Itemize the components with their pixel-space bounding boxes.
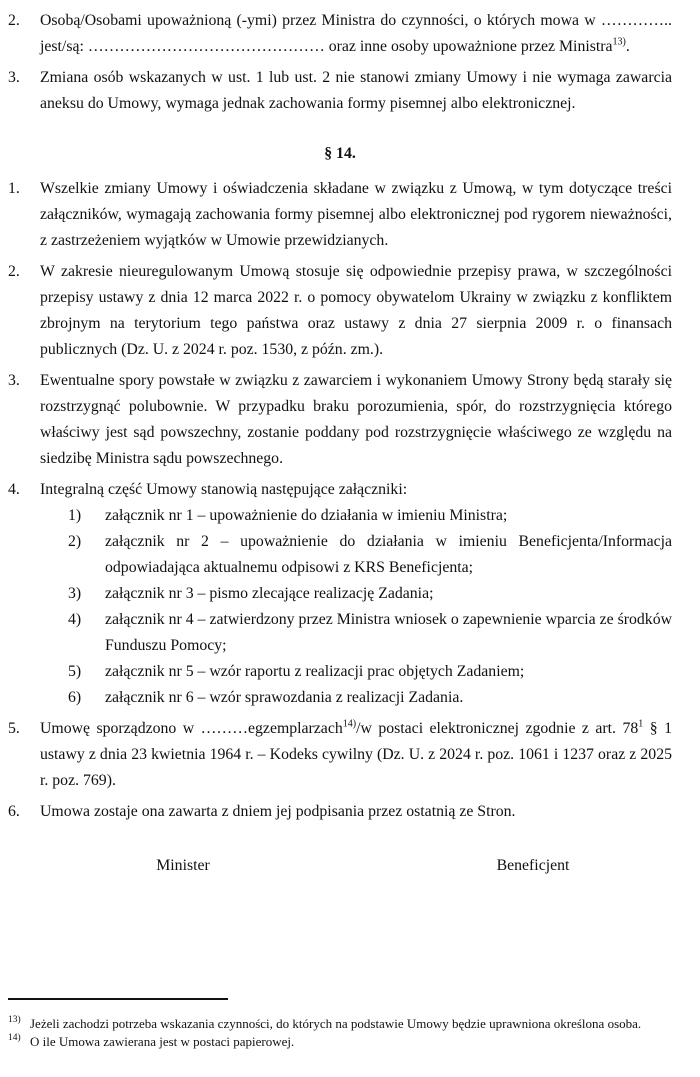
attachment-number: 2) [68, 533, 82, 550]
item-number: 6. [8, 803, 20, 820]
attachment-number: 1) [68, 507, 82, 524]
item-text [40, 716, 672, 794]
superscript-1: 1 [638, 718, 644, 730]
attachment-number: 3) [68, 585, 82, 602]
item-text-segment: Integralną część Umowy stanowią następujące załączniki: [40, 481, 408, 498]
attachment-text: załącznik nr 6 – wzór sprawozdania z realizacji Zadania. [105, 689, 464, 706]
item-number: 1. [8, 180, 20, 197]
attachment-item [68, 607, 672, 659]
footnote-text: O ile Umowa zawierana jest w postaci papierowej. [30, 1033, 295, 1049]
item-text-segment: /w postaci elektronicznej zgodnie z art. 78 [356, 720, 639, 737]
item-text-segment: § 1 ustawy z dnia 23 kwietnia 1964 r. – Kodeks cywilny (Dz. U. z 2024 r. poz. 1061 i 1237 oraz z 2025 r. poz. 769). [40, 720, 672, 789]
list-item [8, 799, 672, 825]
signature-block [8, 853, 672, 879]
item-text: Ewentualne spory powstałe w związku z zawarciem i wykonaniem Umowy Strony będą starały się rozstrzygnąć polubownie. W przypadku braku porozumienia, spór, do rozstrzygnięcia którego właściwy jest sąd powszechny, zostanie poddany pod rozstrzygnięcie właściwego ze względu na siedzibę Ministra sądu powszechnego. [40, 372, 672, 467]
footnote [8, 1033, 688, 1051]
item-text-segment: Osobą/Osobami upoważnioną (-ymi) przez Ministra do czynności, o których mowa w ………….. jest/są: ……………………………………… oraz inne osoby upoważnione przez Ministra [40, 12, 672, 55]
footnote [8, 1015, 688, 1033]
attachment-item [68, 659, 672, 685]
attachment-text: załącznik nr 5 – wzór raportu z realizacji prac objętych Zadaniem; [105, 663, 525, 680]
item-text-segment: . [625, 38, 630, 55]
list-item [8, 176, 672, 254]
attachment-number: 6) [68, 689, 82, 706]
document-body [8, 8, 672, 879]
item-number: 3. [8, 69, 20, 86]
signature-beneficjent-label: Beneficjent [496, 857, 570, 874]
item-text: W zakresie nieuregulowanym Umową stosuje się odpowiednie przepisy prawa, w szczególności przepisy ustawy z dnia 12 marca 2022 r. o pomocy obywatelom Ukrainy w związku z konfliktem zbrojnym na terytorium tego państwa oraz ustawy z dnia 27 sierpnia 2009 r. o finansach publicznych (Dz. U. z 2024 r. poz. 1530, z późn. zm.). [40, 263, 672, 358]
attachment-item [68, 581, 672, 607]
attachment-number: 5) [68, 663, 82, 680]
attachment-item [68, 529, 672, 581]
footnote-separator [8, 998, 228, 1000]
item-text: Umowa zostaje ona zawarta z dniem jej podpisania przez ostatnią ze Stron. [40, 803, 516, 820]
item-number: 2. [8, 263, 20, 280]
list-item [8, 477, 672, 711]
list-item [8, 8, 672, 60]
attachment-text: załącznik nr 2 – upoważnienie do działania w imieniu Beneficjenta/Informacja odpowiadająca aktualnemu odpisowi z KRS Beneficjenta; [105, 533, 672, 576]
item-text-segment: Umowę sporządzono w ………egzemplarzach [40, 720, 343, 737]
footnote-marker: 13) [8, 1015, 21, 1025]
attachment-text: załącznik nr 1 – upoważnienie do działania w imieniu Ministra; [105, 507, 508, 524]
list-item [8, 65, 672, 117]
attachment-text: załącznik nr 4 – zatwierdzony przez Ministra wniosek o zapewnienie wparcia ze środków Funduszu Pomocy; [105, 611, 672, 654]
item-number: 4. [8, 481, 20, 498]
item-text [40, 8, 672, 60]
footnote-ref-14: 14) [342, 718, 357, 730]
footnote-ref-13: 13) [612, 36, 626, 48]
item-number: 3. [8, 372, 20, 389]
item-text [40, 477, 672, 711]
attachment-text: załącznik nr 3 – pismo zlecające realizację Zadania; [105, 585, 434, 602]
item-number: 5. [8, 720, 20, 737]
attachment-item [68, 685, 672, 711]
item-text: Zmiana osób wskazanych w ust. 1 lub ust. 2 nie stanowi zmiany Umowy i nie wymaga zawarcia aneksu do Umowy, wymaga jednak zachowania formy pisemnej albo elektronicznej. [40, 69, 672, 112]
footnote-marker: 14) [8, 1032, 21, 1043]
section-heading: § 14. [324, 145, 356, 162]
signature-minister-label: Minister [156, 857, 210, 874]
attachment-number: 4) [68, 611, 82, 628]
list-item [8, 368, 672, 472]
item-text: Wszelkie zmiany Umowy i oświadczenia składane w związku z Umową, w tym dotyczące treści załączników, wymagają zachowania formy pisemnej albo elektronicznej pod rygorem nieważności, z zastrzeżeniem wyjątków w Umowie przewidzianych. [40, 180, 672, 249]
list-item [8, 259, 672, 363]
attachment-item [68, 503, 672, 529]
list-item [8, 716, 672, 794]
footnote-text: Jeżeli zachodzi potrzeba wskazania czynności, do których na podstawie Umowy będzie uprawniona określona osoba. [30, 1016, 642, 1031]
footnote-area [8, 998, 688, 1050]
item-number: 2. [8, 12, 20, 29]
